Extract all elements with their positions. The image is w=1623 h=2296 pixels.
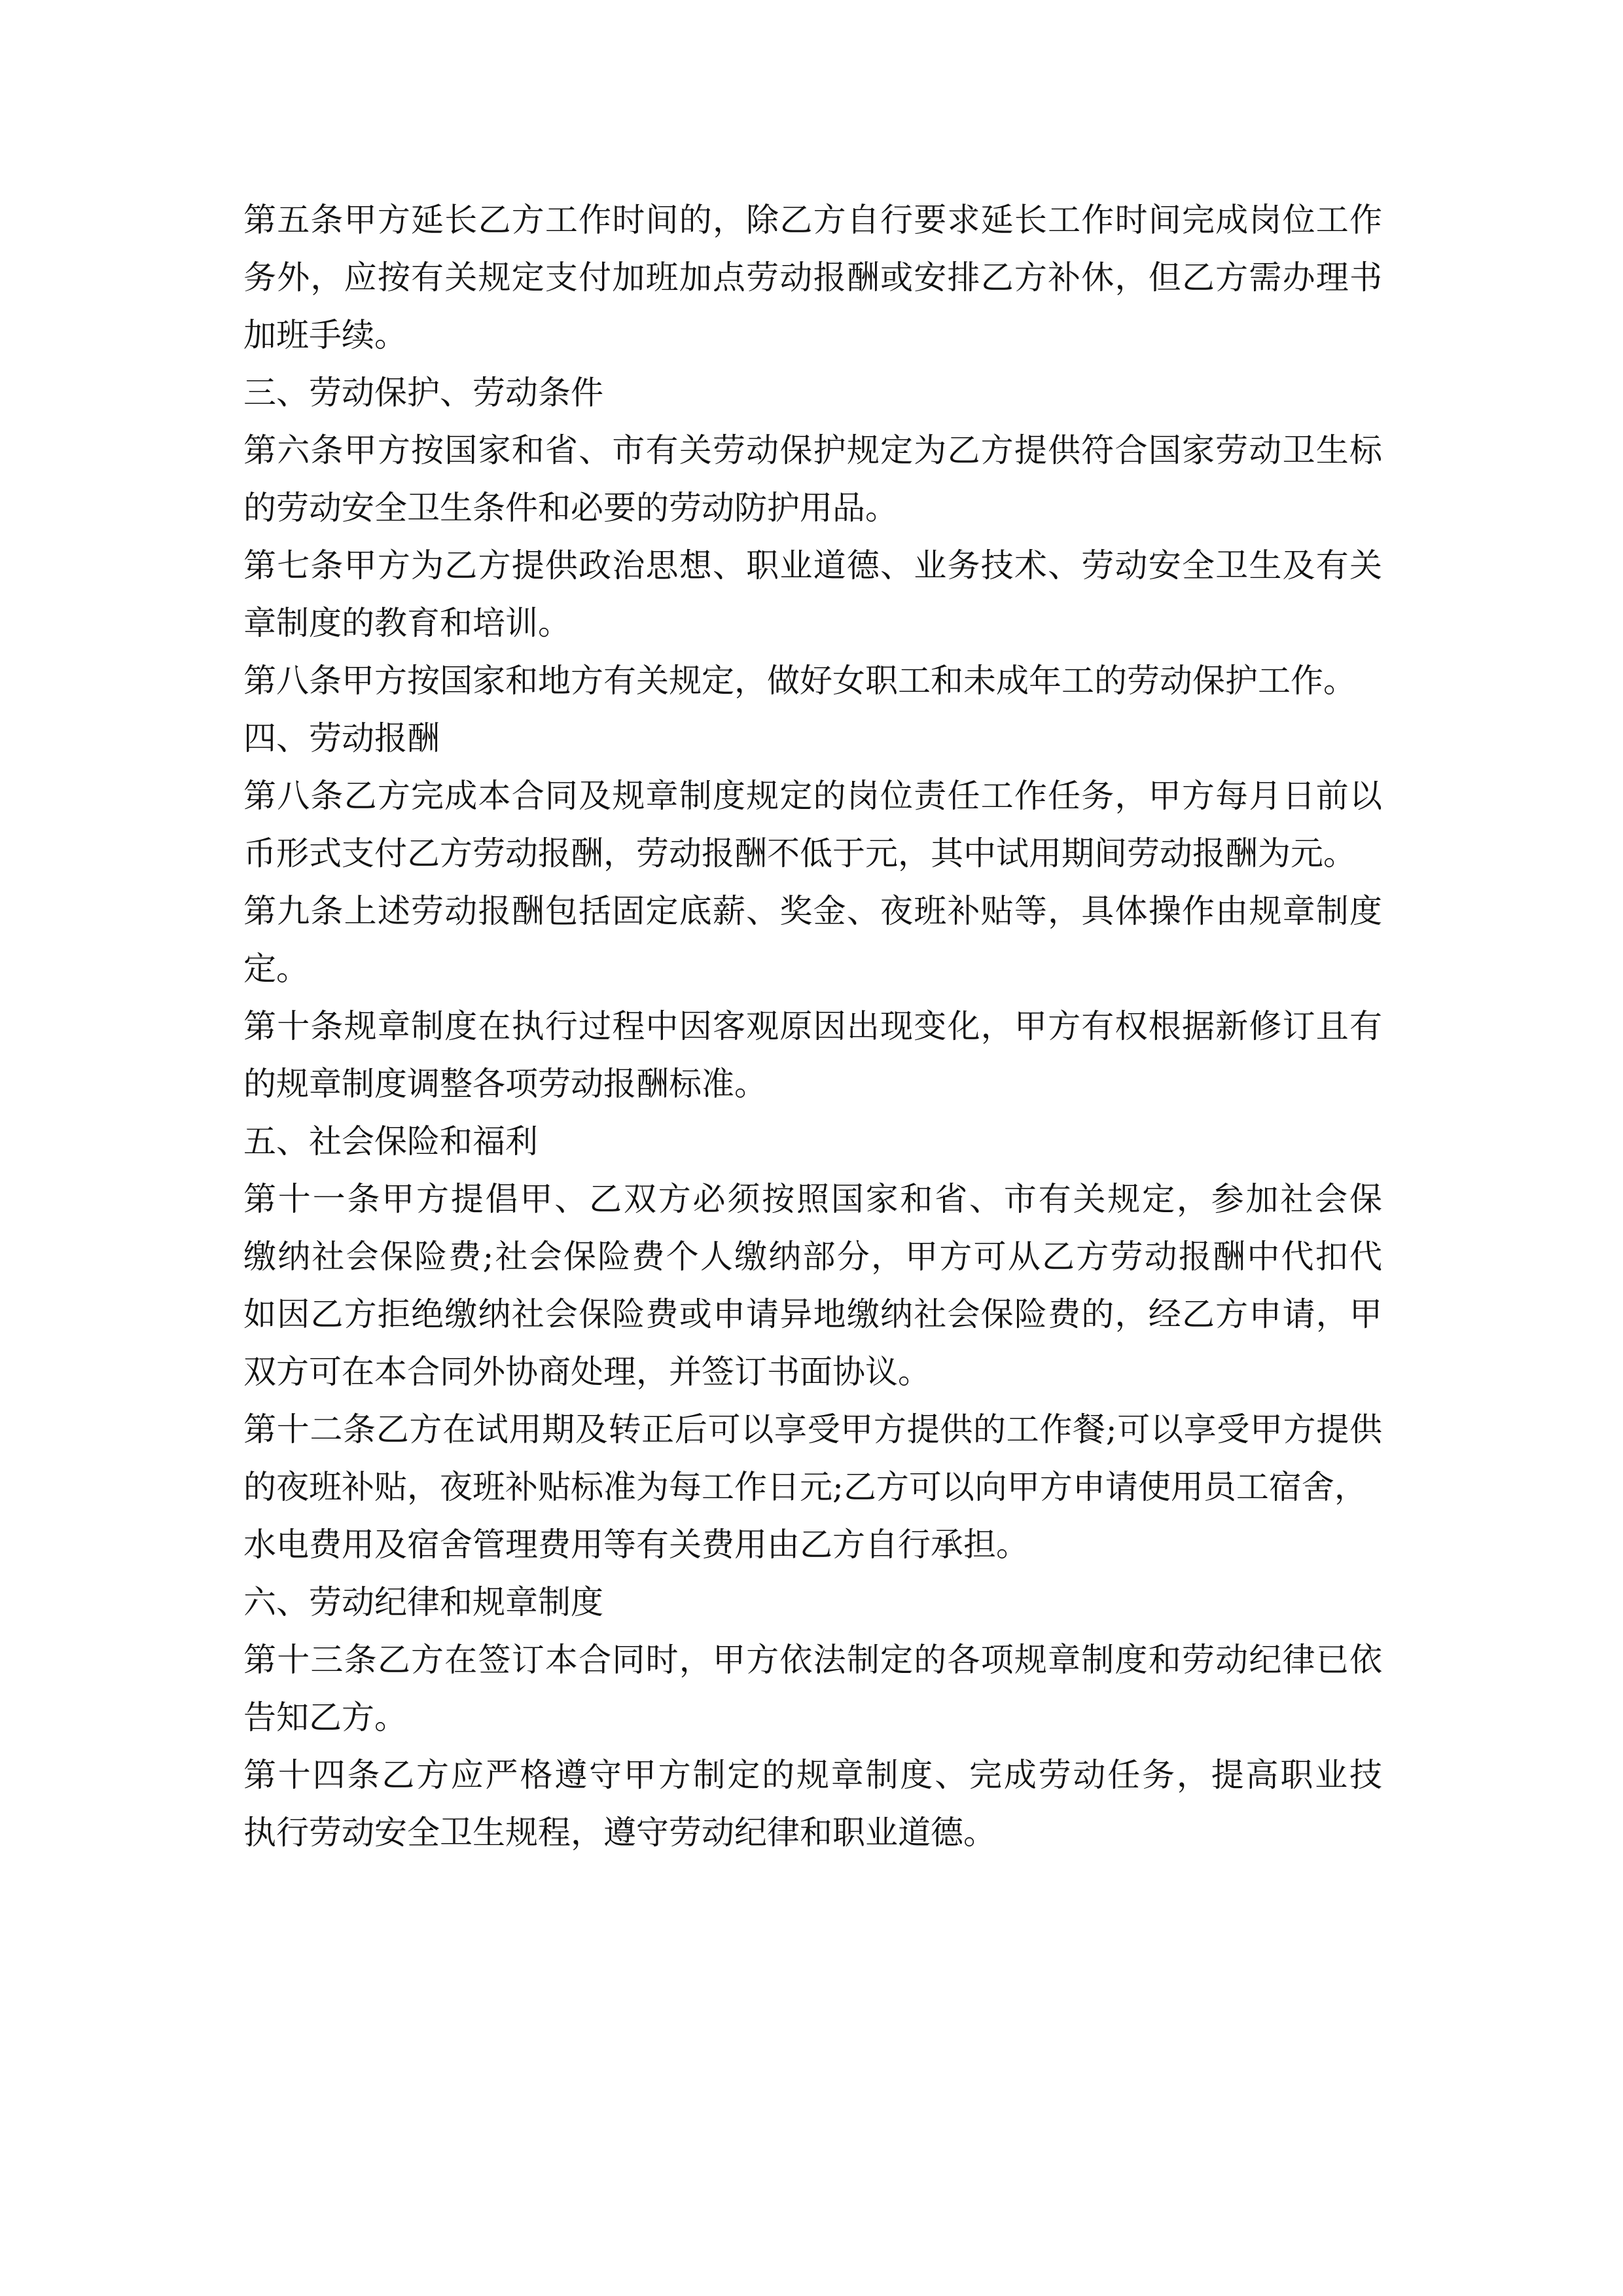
text-line: 执行劳动安全卫生规程，遵守劳动纪律和职业道德。: [243, 1814, 996, 1852]
text-line: 第十四条乙方应严格遵守甲方制定的规章制度、完成劳动任务，提高职业技: [243, 1756, 1382, 1794]
text-line: 的夜班补贴，夜班补贴标准为每工作日元;乙方可以向甲方申请使用员工宿舍，: [243, 1468, 1367, 1506]
paragraph-article-5: [243, 191, 1382, 364]
text-line: 如因乙方拒绝缴纳社会保险费或申请异地缴纳社会保险费的，经乙方申请，甲: [243, 1295, 1382, 1333]
paragraph-article-13: [243, 1631, 1382, 1746]
text-line: 第十条规章制度在执行过程中因客观原因出现变化，甲方有权根据新修订且有: [243, 1007, 1382, 1045]
text-line: 告知乙方。: [243, 1698, 407, 1736]
text-line: 第十二条乙方在试用期及转正后可以享受甲方提供的工作餐;可以享受甲方提供: [243, 1410, 1382, 1448]
paragraph-article-9: [243, 882, 1382, 997]
text-line: 第七条甲方为乙方提供政治思想、职业道德、业务技术、劳动安全卫生及有关: [243, 547, 1382, 584]
section-heading: 四、劳动报酬: [243, 719, 440, 757]
text-line: 第五条甲方延长乙方工作时间的，除乙方自行要求延长工作时间完成岗位工作: [243, 201, 1382, 239]
text-line: 定。: [243, 950, 309, 988]
text-line: 章制度的教育和培训。: [243, 604, 571, 642]
section-heading: 六、劳动纪律和规章制度: [243, 1583, 603, 1621]
paragraph-article-10: [243, 997, 1382, 1113]
text-line: 务外，应按有关规定支付加班加点劳动报酬或安排乙方补休，但乙方需办理书: [243, 259, 1382, 296]
text-line: 第十一条甲方提倡甲、乙双方必须按照国家和省、市有关规定，参加社会保: [243, 1180, 1382, 1218]
paragraph-article-6: [243, 422, 1382, 537]
section-heading-4: [243, 709, 1382, 767]
section-heading: 五、社会保险和福利: [243, 1122, 538, 1160]
text-line: 第六条甲方按国家和省、市有关劳动保护规定为乙方提供符合国家劳动卫生标: [243, 431, 1382, 469]
text-line: 的规章制度调整各项劳动报酬标准。: [243, 1065, 767, 1103]
paragraph-article-8b: [243, 767, 1382, 882]
section-heading-3: [243, 364, 1382, 422]
paragraph-article-7: [243, 537, 1382, 652]
section-heading: 三、劳动保护、劳动条件: [243, 374, 603, 412]
paragraph-article-12: [243, 1401, 1382, 1573]
section-heading-6: [243, 1573, 1382, 1631]
text-line: 双方可在本合同外协商处理，并签订书面协议。: [243, 1353, 931, 1391]
document-body: [243, 191, 1382, 1861]
text-line: 的劳动安全卫生条件和必要的劳动防护用品。: [243, 489, 898, 527]
paragraph-article-11: [243, 1170, 1382, 1401]
text-line: 缴纳社会保险费;社会保险费个人缴纳部分，甲方可从乙方劳动报酬中代扣代: [243, 1238, 1382, 1276]
text-line: 第八条甲方按国家和地方有关规定，做好女职工和未成年工的劳动保护工作。: [243, 662, 1356, 700]
text-line: 加班手续。: [243, 316, 407, 354]
paragraph-article-8a: [243, 652, 1382, 709]
paragraph-article-14: [243, 1746, 1382, 1861]
text-line: 水电费用及宿舍管理费用等有关费用由乙方自行承担。: [243, 1526, 1029, 1564]
text-line: 第十三条乙方在签订本合同时，甲方依法制定的各项规章制度和劳动纪律已依: [243, 1641, 1382, 1679]
text-line: 第九条上述劳动报酬包括固定底薪、奖金、夜班补贴等，具体操作由规章制度: [243, 892, 1382, 930]
section-heading-5: [243, 1113, 1382, 1170]
text-line: 第八条乙方完成本合同及规章制度规定的岗位责任工作任务，甲方每月日前以: [243, 777, 1382, 815]
text-line: 币形式支付乙方劳动报酬，劳动报酬不低于元，其中试用期间劳动报酬为元。: [243, 834, 1356, 872]
